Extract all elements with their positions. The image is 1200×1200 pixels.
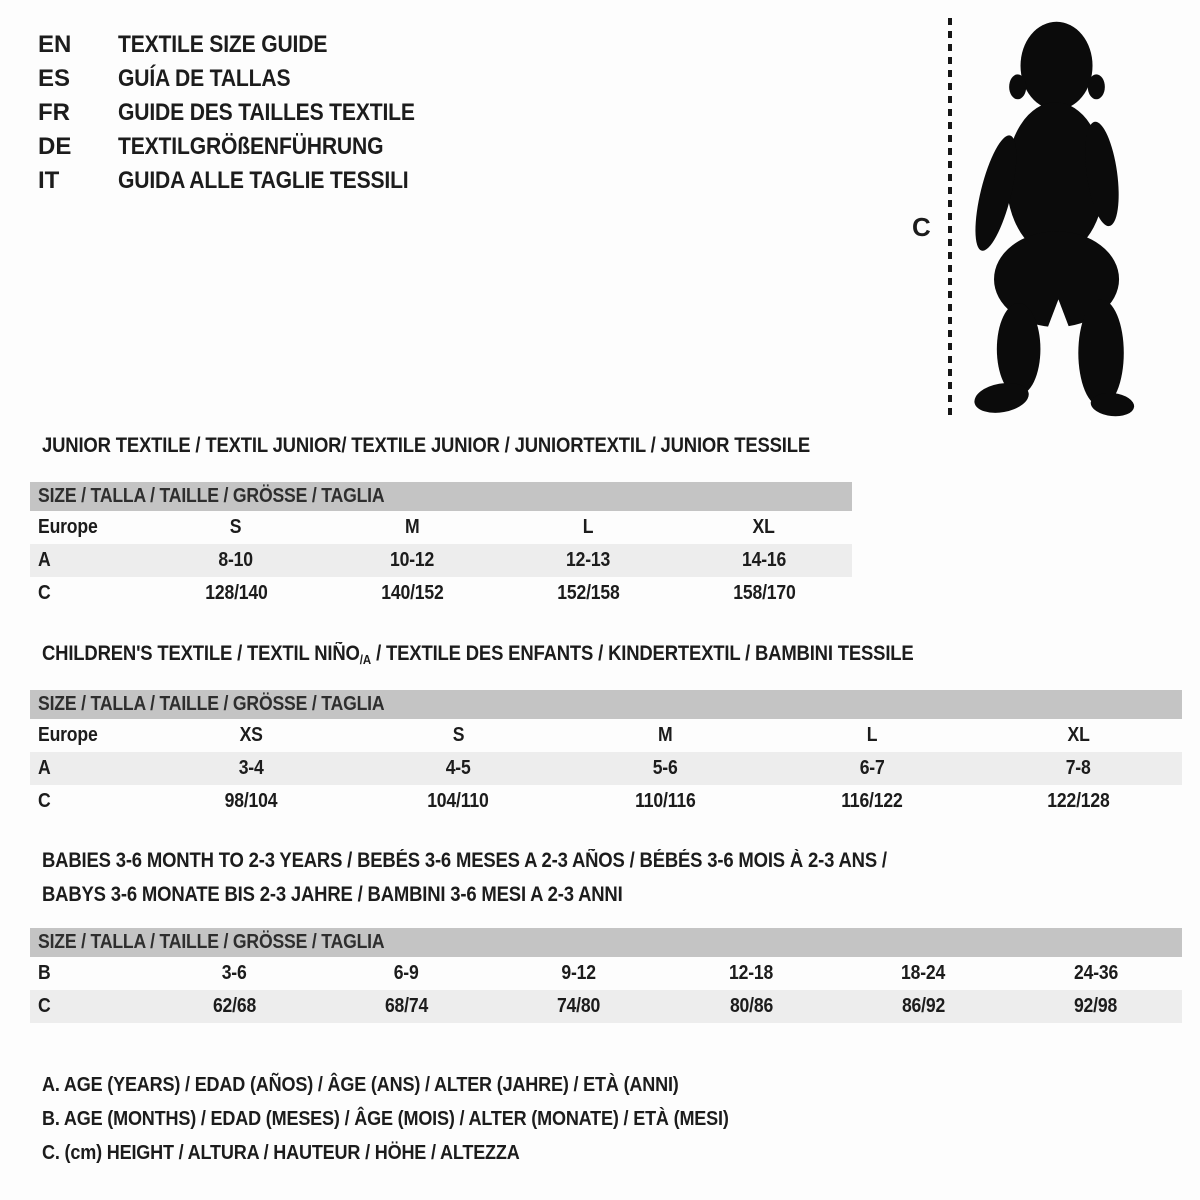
- row-label: A: [38, 549, 51, 571]
- height-value: 122/128: [1047, 790, 1110, 812]
- row-label: Europe: [38, 516, 98, 538]
- height-value: 104/110: [427, 790, 489, 812]
- age-value: 18-24: [901, 962, 946, 984]
- size-header-label: SIZE / TALLA / TAILLE / GRÖSSE / TAGLIA: [38, 931, 385, 953]
- row-label: Europe: [38, 724, 98, 746]
- size-header-label: SIZE / TALLA / TAILLE / GRÖSSE / TAGLIA: [38, 485, 385, 507]
- size-value: XL: [1067, 724, 1090, 746]
- legend-line-c: [42, 1136, 822, 1170]
- legend-line-a: [42, 1068, 822, 1102]
- age-value: 3-4: [238, 757, 264, 779]
- table-row-europe: [30, 511, 852, 544]
- table-row-height: [30, 990, 1182, 1023]
- babies-heading-line1: BABIES 3-6 MONTH TO 2-3 YEARS / BEBÉS 3-6 MESES A 2-3 AÑOS / BÉBÉS 3-6 MOIS À 2-3 ANS /: [42, 849, 887, 872]
- babies-size-table: [30, 928, 1182, 1023]
- height-value: 110/116: [634, 790, 696, 812]
- junior-heading-text: JUNIOR TEXTILE / TEXTIL JUNIOR/ TEXTILE JUNIOR / JUNIORTEXTIL / JUNIOR TESSILE: [42, 434, 811, 457]
- age-value: 5-6: [652, 757, 678, 779]
- children-section-heading: [42, 641, 1032, 673]
- height-value: 80/86: [729, 995, 773, 1017]
- language-title-list: [38, 28, 455, 198]
- junior-size-table: [30, 482, 852, 610]
- legend-text: A. AGE (YEARS) / EDAD (AÑOS) / ÂGE (ANS) / ALTER (JAHRE) / ETÀ (ANNI): [42, 1073, 679, 1096]
- height-value: 128/140: [204, 582, 268, 604]
- table-row-age-months: [30, 957, 1182, 990]
- size-value: L: [866, 724, 878, 746]
- language-row-en: [38, 28, 455, 62]
- row-label: C: [38, 790, 51, 812]
- children-heading-post: / TEXTILE DES ENFANTS / KINDERTEXTIL / BAMBINI TESSILE: [371, 642, 914, 665]
- height-value: 140/152: [380, 582, 444, 604]
- language-code: IT: [38, 167, 60, 194]
- size-header-bar: [30, 928, 1182, 957]
- language-row-es: [38, 62, 455, 96]
- age-value: 12-13: [565, 549, 611, 571]
- language-code: EN: [38, 31, 72, 58]
- size-header-bar: [30, 690, 1182, 719]
- measurement-legend: [42, 1068, 822, 1170]
- children-size-table: [30, 690, 1182, 818]
- legend-line-b: [42, 1102, 822, 1136]
- size-value: XS: [239, 724, 263, 746]
- size-value: XL: [752, 516, 776, 538]
- height-value: 98/104: [225, 790, 278, 812]
- language-row-fr: [38, 96, 455, 130]
- age-value: 10-12: [389, 549, 435, 571]
- age-value: 6-7: [859, 757, 885, 779]
- language-row-it: [38, 164, 455, 198]
- age-value: 4-5: [445, 757, 471, 779]
- size-value: M: [657, 724, 673, 746]
- table-row-height: [30, 785, 1182, 818]
- row-label: A: [38, 757, 51, 779]
- row-label: B: [38, 962, 51, 984]
- babies-heading-line2: BABYS 3-6 MONATE BIS 2-3 JAHRE / BAMBINI 3-6 MESI A 2-3 ANNI: [42, 883, 623, 906]
- children-heading-pre: CHILDREN'S TEXTILE / TEXTIL NIÑO: [42, 642, 360, 665]
- height-value: 86/92: [901, 995, 946, 1017]
- height-value: 158/170: [732, 582, 796, 604]
- toddler-silhouette-icon: [958, 16, 1138, 418]
- size-header-label: SIZE / TALLA / TAILLE / GRÖSSE / TAGLIA: [38, 693, 385, 715]
- height-value: 68/74: [384, 995, 429, 1017]
- size-value: L: [582, 516, 594, 538]
- language-row-de: [38, 130, 455, 164]
- language-code: ES: [38, 65, 71, 92]
- age-value: 7-8: [1066, 757, 1092, 779]
- table-row-age: [30, 752, 1182, 785]
- height-value: 74/80: [557, 995, 601, 1017]
- children-heading-sub: /A: [359, 652, 372, 667]
- measure-label-c: C: [912, 212, 931, 242]
- age-value: 14-16: [741, 549, 787, 571]
- legend-text: B. AGE (MONTHS) / EDAD (MESES) / ÂGE (MOIS) / ALTER (MONATE) / ETÀ (MESI): [42, 1107, 729, 1130]
- age-value: 8-10: [218, 549, 254, 571]
- table-row-age: [30, 544, 852, 577]
- height-value: 92/98: [1074, 995, 1118, 1017]
- guide-title: TEXTILE SIZE GUIDE: [118, 31, 328, 58]
- size-value: S: [230, 516, 242, 538]
- height-value: 152/158: [556, 582, 620, 604]
- age-value: 3-6: [221, 962, 247, 984]
- size-header-bar: [30, 482, 852, 511]
- size-value: S: [452, 724, 464, 746]
- guide-title: GUIDE DES TAILLES TEXTILE: [118, 99, 415, 126]
- children-heading-text: [42, 641, 914, 673]
- size-value: M: [404, 516, 420, 538]
- age-value: 12-18: [729, 962, 774, 984]
- guide-title: GUÍA DE TALLAS: [118, 65, 291, 92]
- language-code: DE: [38, 133, 72, 160]
- guide-title: GUIDA ALLE TAGLIE TESSILI: [118, 167, 409, 194]
- height-value: 62/68: [212, 995, 256, 1017]
- row-label: C: [38, 582, 51, 604]
- babies-section-heading: [42, 844, 1002, 912]
- age-value: 9-12: [561, 962, 597, 984]
- age-value: 24-36: [1073, 962, 1118, 984]
- row-label: C: [38, 995, 51, 1017]
- junior-section-heading: [42, 433, 915, 459]
- table-row-height: [30, 577, 852, 610]
- language-code: FR: [38, 99, 70, 126]
- guide-title: TEXTILGRÖßENFÜHRUNG: [118, 133, 384, 160]
- table-row-europe: [30, 719, 1182, 752]
- age-value: 6-9: [394, 962, 419, 984]
- height-measure-dashed-line: [948, 18, 952, 416]
- height-value: 116/122: [841, 790, 903, 812]
- legend-text: C. (cm) HEIGHT / ALTURA / HAUTEUR / HÖHE / ALTEZZA: [42, 1141, 520, 1164]
